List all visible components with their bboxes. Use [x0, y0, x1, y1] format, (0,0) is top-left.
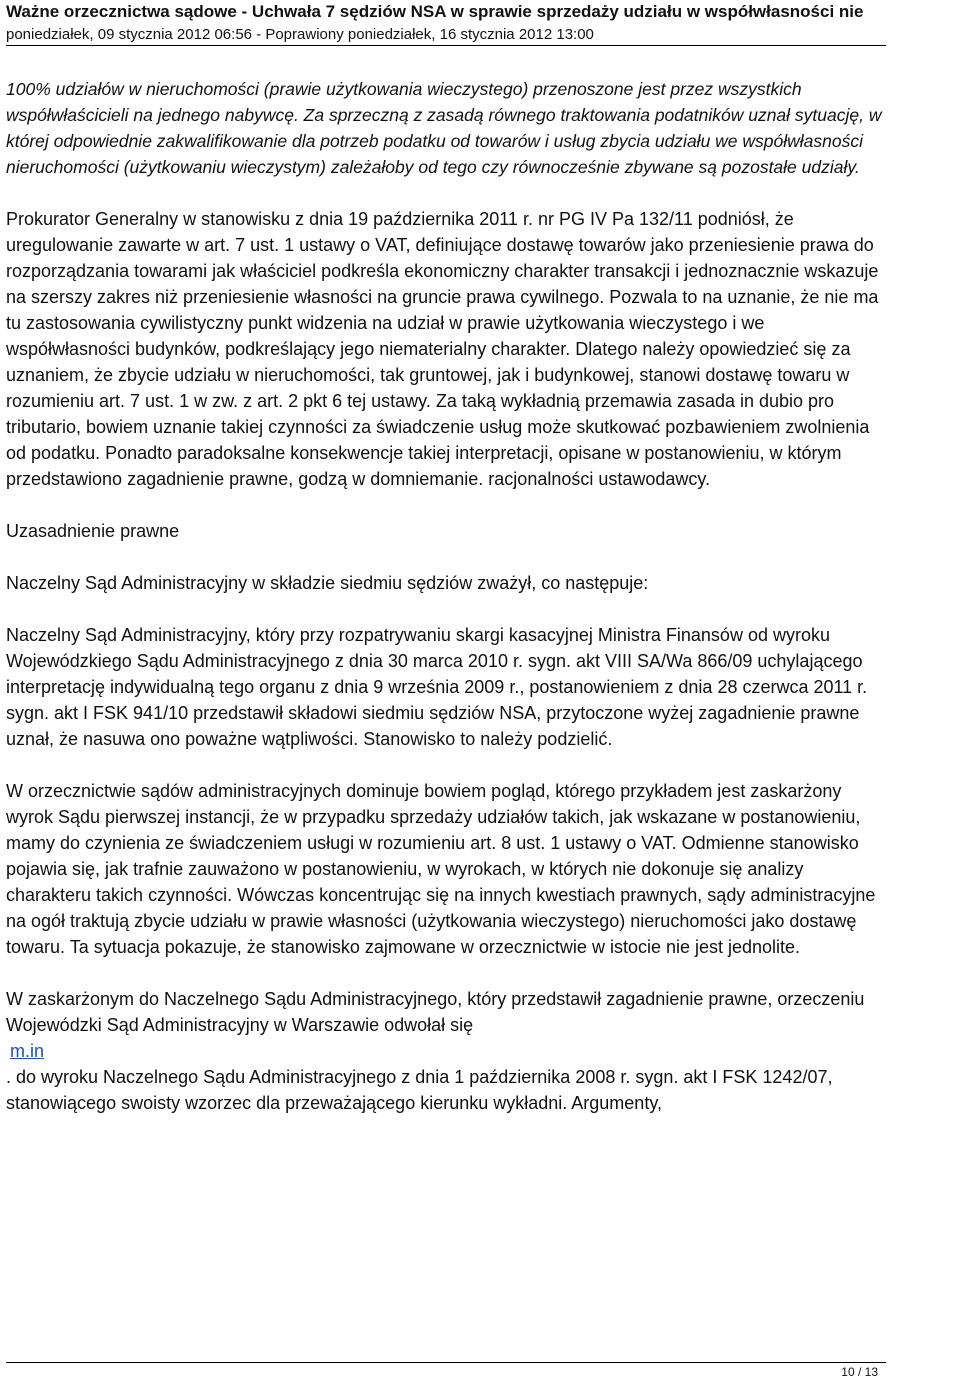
document-header: [6, 0, 960, 45]
inline-link[interactable]: m.in: [10, 1041, 45, 1061]
paragraph-intro: 100% udziałów w nieruchomości (prawie użytkowania wieczystego) przenoszone jest przez wszystkich współwłaścicieli na jednego nabywcę. Za sprzeczną z zasadą równego traktowania podatników uznał sytuację, w której odpowiednie zakwalifikowanie dla potrzeb podatku od towarów i usług zbycia udziału we współwłasności nieruchomości (użytkowaniu wieczystym) zależałoby od tego czy równocześnie zbywane są pozostałe udziały.: [6, 79, 882, 177]
header-divider: [6, 45, 886, 46]
paragraph-jurisprudence: W orzecznictwie sądów administracyjnych dominuje bowiem pogląd, którego przykładem jest zaskarżony wyrok Sądu pierwszej instancji, że w przypadku sprzedaży udziałów takich, jak wskazane w postanowieniu, mamy do czynienia ze świadczeniem usługi w rozumieniu art. 8 ust. 1 ustawy o VAT. Odmienne stanowisko pojawia się, jak trafnie zauważono w postanowieniu, w wyrokach, w których nie dokonuje się analizy charakteru takich czynności. Wówczas koncentrując się na innych kwestiach prawnych, sądy administracyjne na ogół traktują zbycie udziału w prawie własności (użytkowania wieczystego) nieruchomości jako dostawę towaru. Ta sytuacja pokazuje, że stanowisko zajmowane w orzecznictwie w istocie nie jest jednolite.: [6, 781, 876, 957]
paragraph-appeal: W zaskarżonym do Naczelnego Sądu Administracyjnego, który przedstawił zagadnienie prawne, orzeczeniu Wojewódzki Sąd Administracyjny w Warszawie odwołał się: [6, 989, 865, 1035]
page-number: 10 / 13: [841, 1365, 878, 1379]
paragraph-court-decision: Naczelny Sąd Administracyjny, który przy rozpatrywaniu skargi kasacyjnej Ministra Finansów od wyroku Wojewódzkiego Sądu Administracyjnego z dnia 30 marca 2010 r. sygn. akt VIII SA/Wa 866/09 uchylającego interpretację indywidualną tego organu z dnia 9 września 2009 r., postanowieniem z dnia 28 czerwca 2011 r. sygn. akt I FSK 941/10 przedstawił składowi siedmiu sędziów NSA, przytoczone wyżej zagadnienie prawne uznał, że nasuwa ono poważne wątpliwości. Stanowisko to należy podzielić.: [6, 625, 868, 749]
paragraph-prosecutor: Prokurator Generalny w stanowisku z dnia 19 października 2011 r. nr PG IV Pa 132/11 podniósł, że uregulowanie zawarte w art. 7 ust. 1 ustawy o VAT, definiujące dostawę towarów jako przeniesienie prawa do rozporządzania towarami jak właściciel podkreśla ekonomiczny charakter transakcji i jednoznacznie wskazuje na szerszy zakres niż przeniesienie własności na gruncie prawa cywilnego. Pozwala to na uznanie, że nie ma tu zastosowania cywilistyczny punkt widzenia na udział w prawie użytkowania wieczystego i we współwłasności budynków, podkreślający jego niematerialny charakter. Dlatego należy opowiedzieć się za uznaniem, że zbycie udziału w nieruchomości, tak gruntowej, jak i budynkowej, stanowi dostawę towaru w rozumieniu art. 7 ust. 1 w zw. z art. 2 pkt 6 tej ustawy. Za taką wykładnią przemawia zasada in dubio pro tributario, bowiem uznanie takiej czynności za świadczenie usług może skutkować pozbawieniem zwolnienia od podatku. Ponadto paradoksalne konsekwencje takiej interpretacji, opisane w postanowieniu, w którym przedstawiono zagadnienie prawne, godzą w domniemanie. racjonalności ustawodawcy.: [6, 209, 879, 489]
document-dates: poniedziałek, 09 stycznia 2012 06:56 - Poprawiony poniedziałek, 16 stycznia 2012 13:00: [6, 26, 594, 43]
section-heading: Uzasadnienie prawne: [6, 521, 180, 541]
paragraph-judgment-reference: . do wyroku Naczelnego Sądu Administracyjnego z dnia 1 października 2008 r. sygn. akt I FSK 1242/07, stanowiącego swoisty wzorzec dla przeważającego kierunku wykładni. Argumenty,: [6, 1067, 833, 1113]
document-title: Ważne orzecznictwa sądowe - Uchwała 7 sędziów NSA w sprawie sprzedaży udziału w współwłasności nie: [6, 2, 864, 21]
footer-divider: [6, 1362, 886, 1363]
document-body: [6, 76, 890, 1116]
paragraph-court-intro: Naczelny Sąd Administracyjny w składzie siedmiu sędziów zważył, co następuje:: [6, 573, 649, 593]
